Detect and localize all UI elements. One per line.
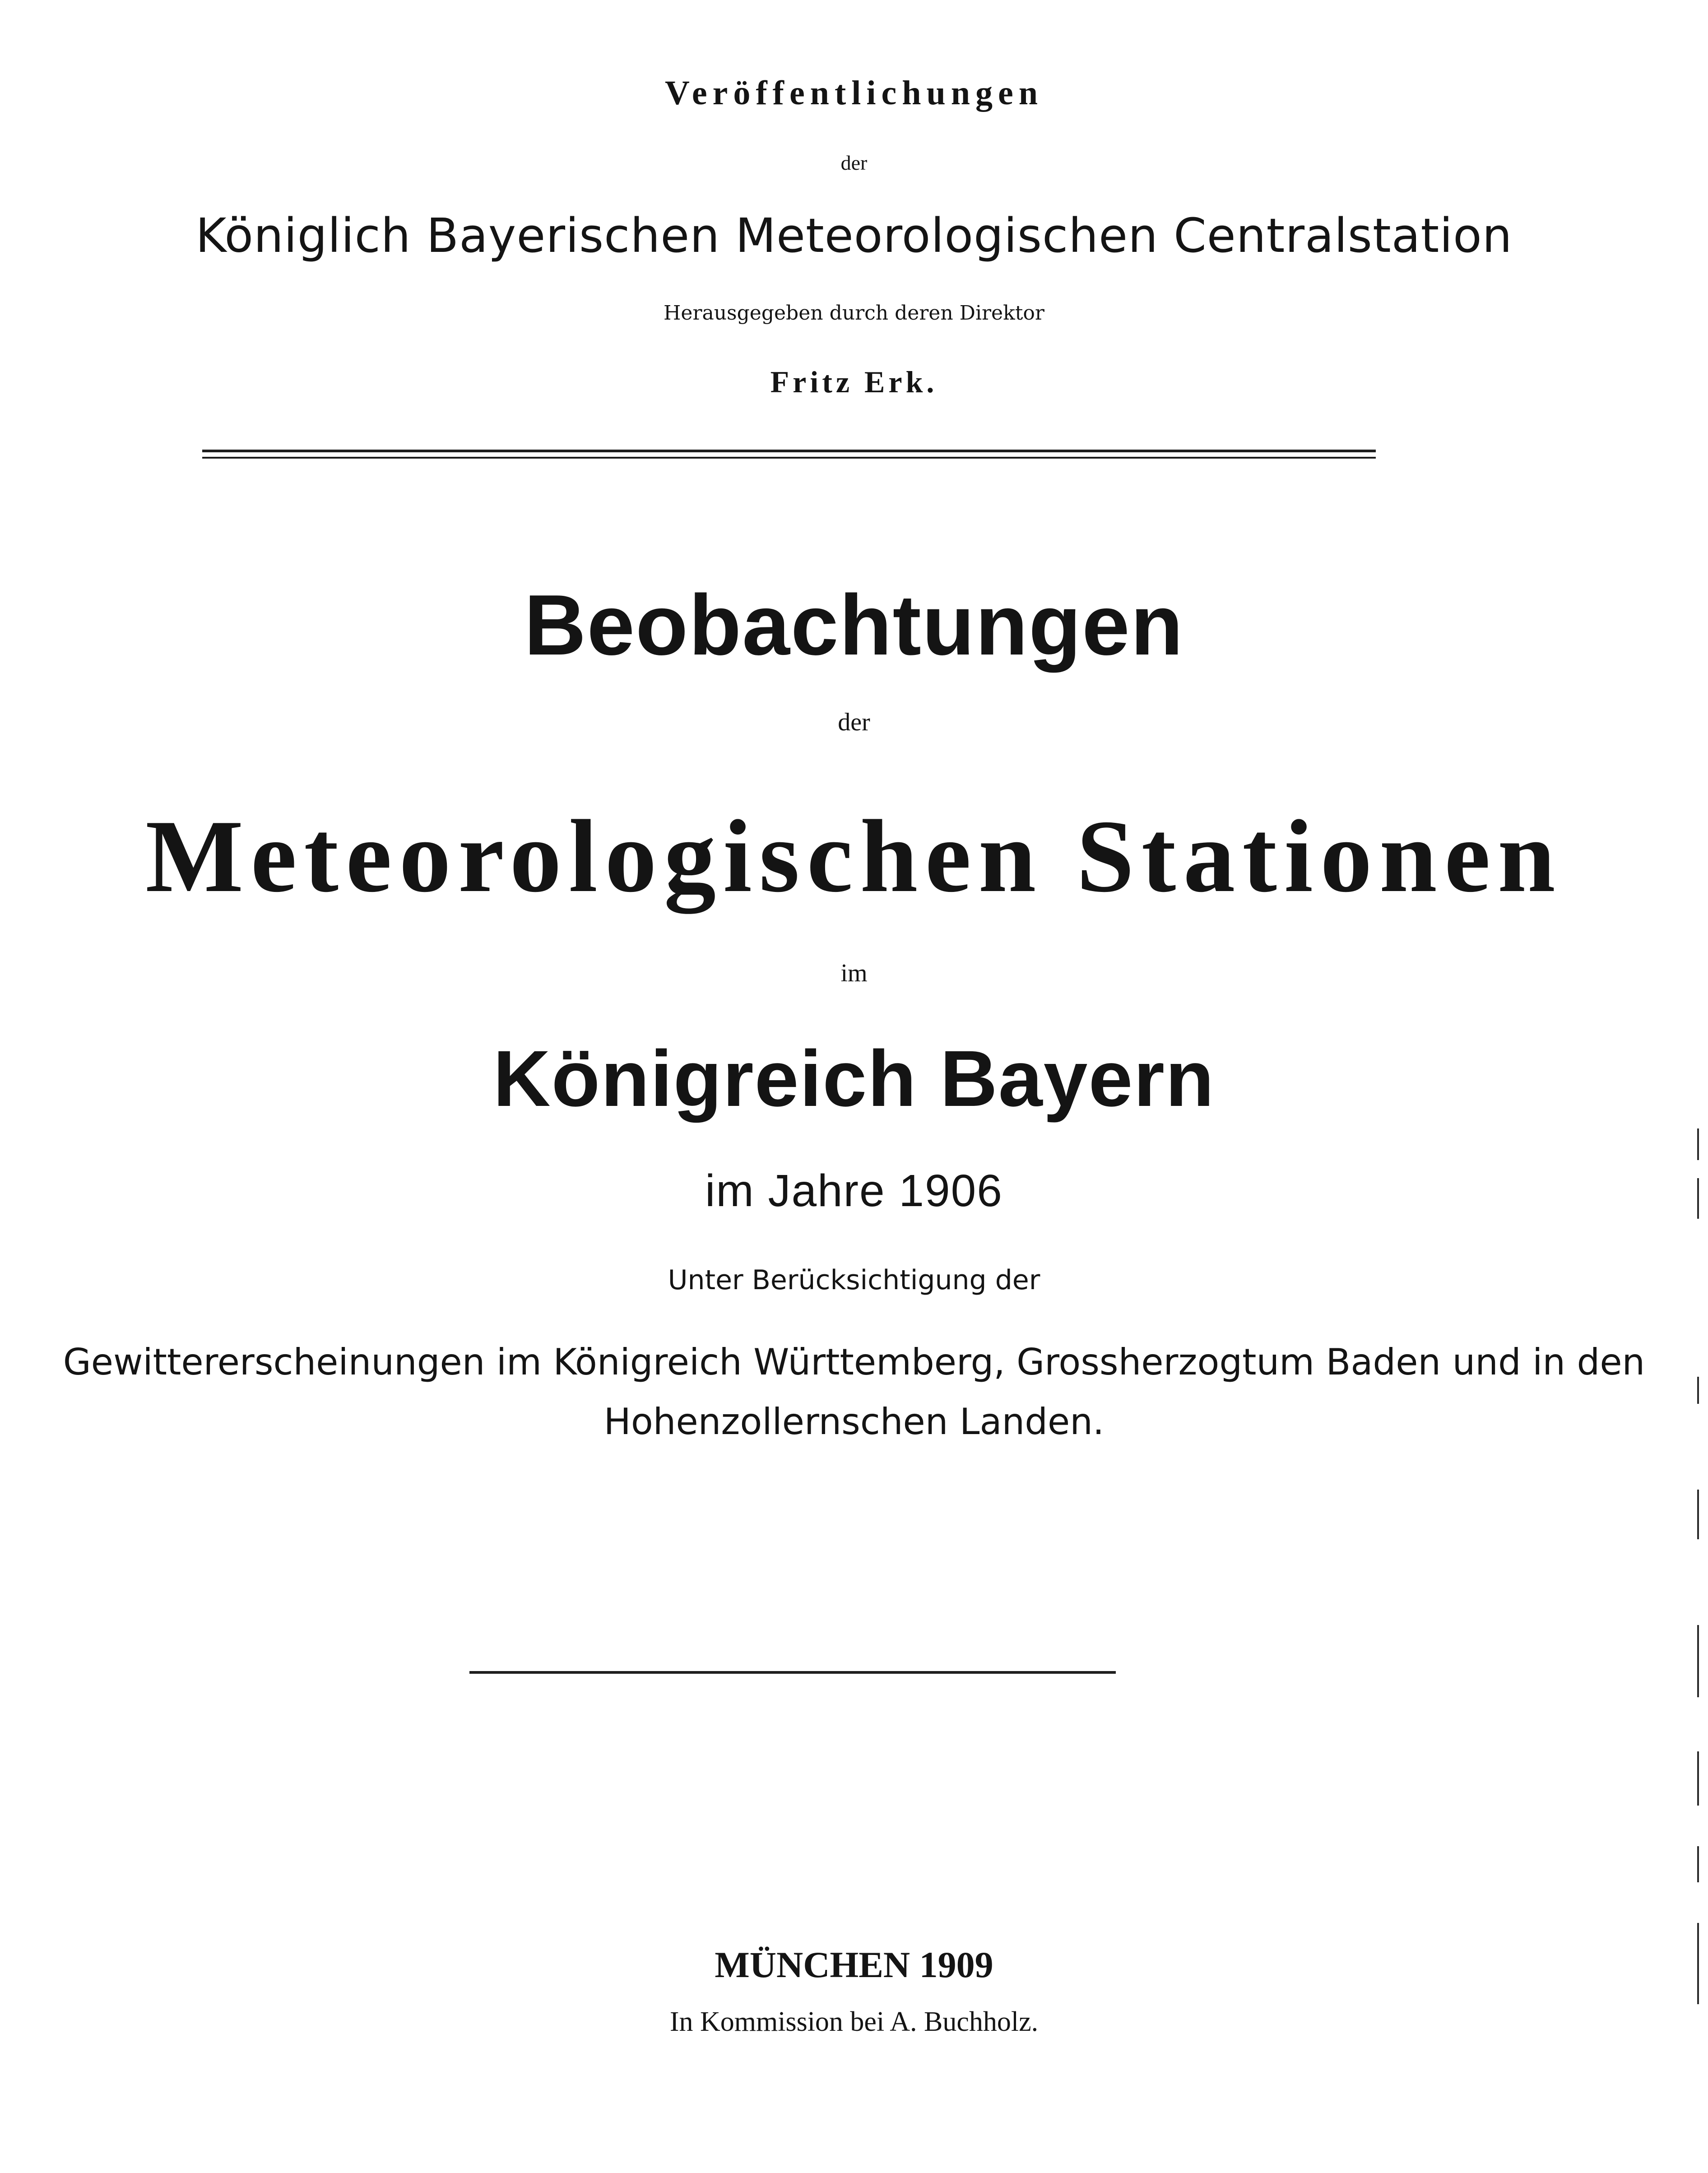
scan-mark (1697, 1846, 1699, 1882)
scan-mark (1697, 1923, 1699, 2004)
scan-mark (1697, 1377, 1699, 1404)
title-year: im Jahre 1906 (705, 1165, 1003, 1216)
scan-mark (1697, 1490, 1699, 1539)
connector-der-title: der (838, 708, 870, 736)
title-region: Königreich Bayern (493, 1035, 1215, 1123)
scan-mark (1697, 1178, 1699, 1219)
editor-note: Herausgegeben durch deren Direktor (664, 302, 1044, 325)
connector-der-header: der (840, 151, 868, 174)
scan-mark (1697, 1625, 1699, 1697)
scan-edge-marks (1688, 0, 1706, 2173)
main-title: Beobachtungen (524, 577, 1184, 673)
double-divider (202, 450, 1376, 459)
imprint-place-year: MÜNCHEN 1909 (715, 1944, 993, 1985)
scan-mark (1697, 1128, 1699, 1160)
publication-series: Veröffentlichungen (664, 74, 1044, 112)
connector-im: im (840, 959, 868, 987)
title-subject: Meteorologischen Stationen (145, 799, 1563, 914)
single-divider (469, 1671, 1116, 1674)
imprint-publisher: In Kommission bei A. Buchholz. (669, 2006, 1039, 2037)
subtitle-line-2: Hohenzollernschen Landen. (603, 1401, 1105, 1443)
subtitle-intro: Unter Berücksichtigung der (668, 1264, 1040, 1296)
institution-name: Königlich Bayerischen Meteorologischen Centralstation (195, 208, 1513, 263)
scan-mark (1697, 1751, 1699, 1806)
subtitle-line-1: Gewittererscheinungen im Königreich Württemberg, Grossherzogtum Baden und in den (63, 1341, 1645, 1383)
editor-name: Fritz Erk. (770, 365, 938, 399)
